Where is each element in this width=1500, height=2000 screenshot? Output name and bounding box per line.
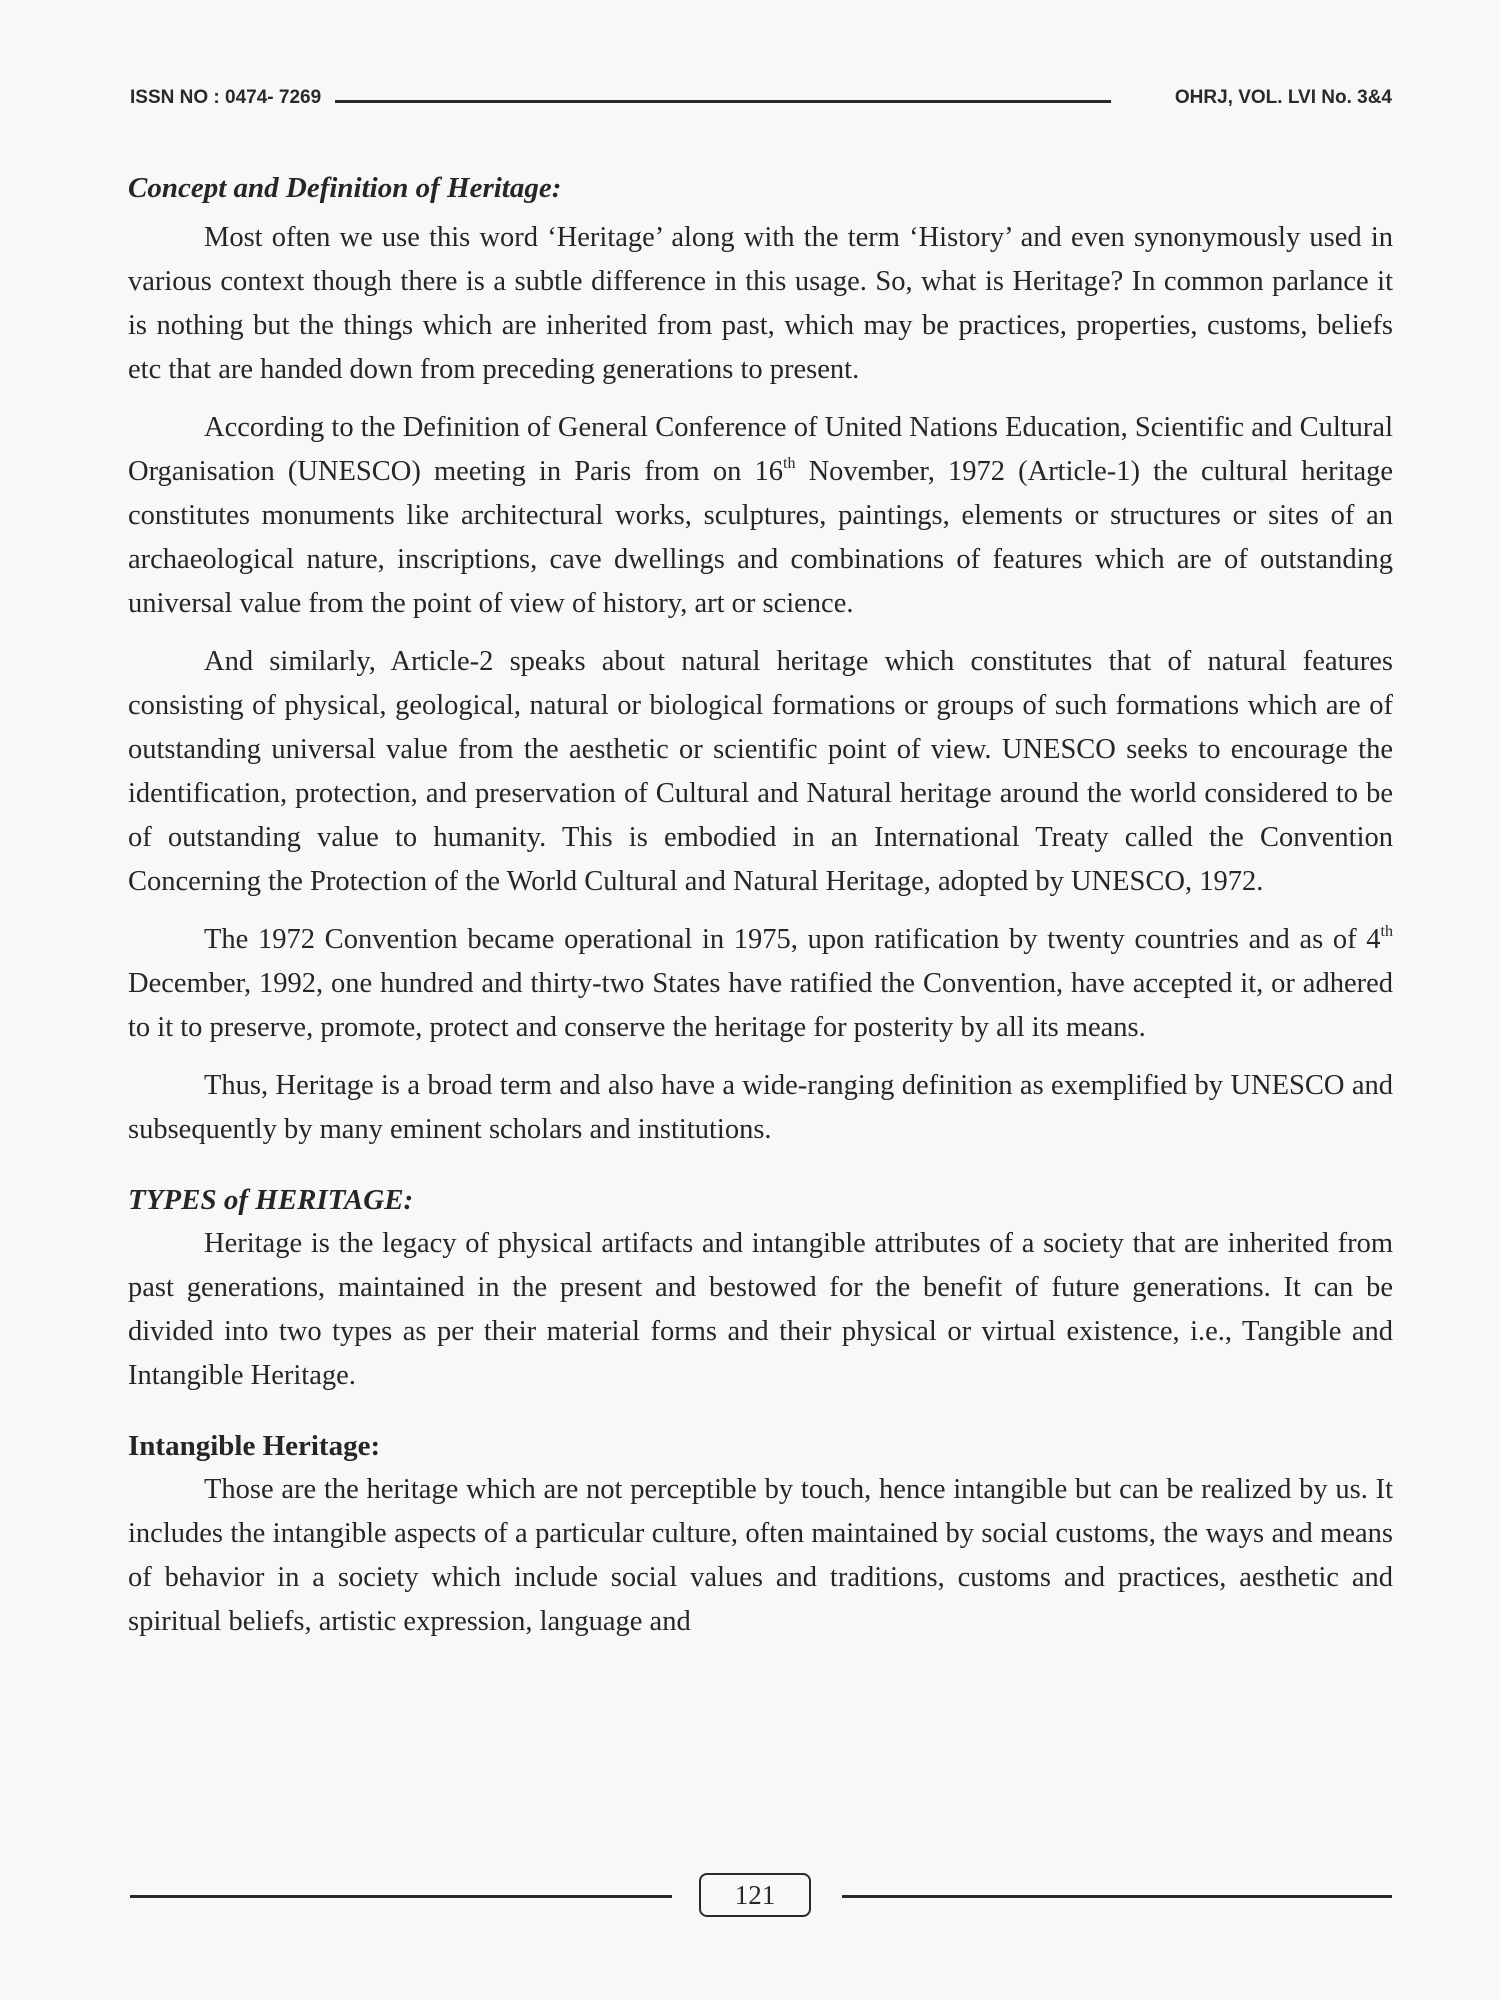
section-heading-types: TYPES of HERITAGE: — [128, 1184, 414, 1216]
section-heading-intangible: Intangible Heritage: — [128, 1430, 381, 1462]
paragraph-2-part-a: According to the Definition of General Conference of United Nations Education, Scientific and Cultural Organisation (UNESCO) meeting in Paris from on 16 — [128, 412, 1393, 487]
paragraph-2 — [128, 406, 1393, 626]
paragraph-4-part-a: The 1972 Convention became operational in 1975, upon ratification by twenty countries and as of 4 — [204, 924, 1381, 955]
section-heading-concept: Concept and Definition of Heritage: — [128, 172, 562, 204]
paragraph-5: Thus, Heritage is a broad term and also have a wide-ranging definition as exemplified by UNESCO and subsequently by many eminent scholars and institutions. — [128, 1070, 1393, 1145]
paragraph-6: Heritage is the legacy of physical artifacts and intangible attributes of a society that are inherited from past generations, maintained in the present and bestowed for the benefit of future generations. It can be divided into two types as per their material forms and their physical or virtual existence, i.e., Tangible and Intangible Heritage. — [128, 1228, 1393, 1391]
paragraph-4 — [128, 918, 1393, 1050]
ordinal-suffix: th — [783, 454, 796, 472]
paragraph-7: Those are the heritage which are not perceptible by touch, hence intangible but can be realized by us. It includes the intangible aspects of a particular culture, often maintained by social customs, the ways and means of behavior in a society which include social values and traditions, customs and practices, aesthetic and spiritual beliefs, artistic expression, language and — [128, 1474, 1393, 1637]
header-rule — [335, 100, 1111, 103]
paragraph-1: Most often we use this word ‘Heritage’ along with the term ‘History’ and even synonymously used in various context though there is a subtle difference in this usage. So, what is Heritage? In common parlance it is nothing but the things which are inherited from past, which may be practices, properties, customs, beliefs etc that are handed down from preceding generations to present. — [128, 222, 1393, 385]
page-number: 121 — [699, 1873, 811, 1917]
footer-rule-left — [130, 1895, 672, 1898]
paragraph-4-part-b: December, 1992, one hundred and thirty-two States have ratified the Convention, have accepted it, or adhered to it to preserve, promote, protect and conserve the heritage for posterity by all its means. — [128, 968, 1393, 1043]
ordinal-suffix: th — [1380, 922, 1393, 940]
paragraph-2-part-b: November, 1972 (Article-1) the cultural heritage constitutes monuments like architectural works, sculptures, paintings, elements or structures or sites of an archaeological nature, inscriptions, cave dwellings and combinations of features which are of outstanding universal value from the point of view of history, art or science. — [128, 456, 1394, 619]
running-header — [130, 84, 1392, 112]
issn-label: ISSN NO : 0474- 7269 — [130, 87, 322, 108]
journal-label: OHRJ, VOL. LVI No. 3&4 — [1174, 87, 1392, 108]
footer-rule-right — [842, 1895, 1392, 1898]
paragraph-3: And similarly, Article-2 speaks about natural heritage which constitutes that of natural features consisting of physical, geological, natural or biological formations or groups of such formations which are of outstanding universal value from the aesthetic or scientific point of view. UNESCO seeks to encourage the identification, protection, and preservation of Cultural and Natural heritage around the world considered to be of outstanding value to humanity. This is embodied in an International Treaty called the Convention Concerning the Protection of the World Cultural and Natural Heritage, adopted by UNESCO, 1972. — [128, 646, 1393, 897]
page-footer — [130, 1873, 1392, 1919]
article-body — [128, 166, 1393, 1658]
